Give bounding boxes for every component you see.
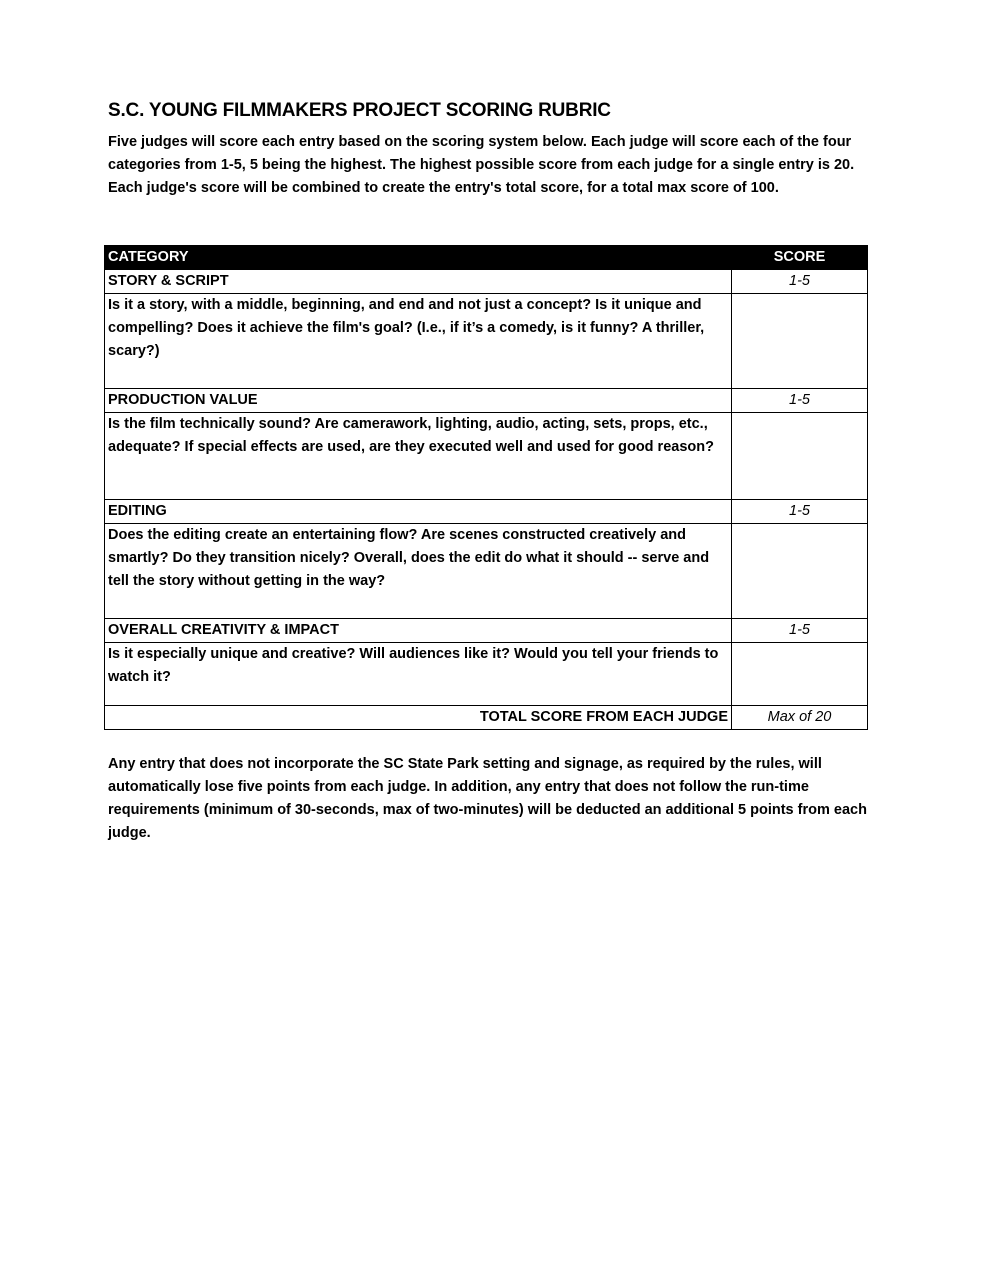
criteria-text: Does the editing create an entertaining flow? Are scenes constructed creatively and smartly? Do they transition nicely? Overall, does the edit do what it should -- serve and tell the story without getting in the way?	[105, 524, 732, 619]
category-column-header: CATEGORY	[105, 246, 732, 270]
score-entry-cell[interactable]	[732, 294, 868, 389]
score-entry-cell[interactable]	[732, 524, 868, 619]
score-range: 1-5	[732, 500, 868, 524]
total-score-label: TOTAL SCORE FROM EACH JUDGE	[105, 706, 732, 730]
score-entry-cell[interactable]	[732, 643, 868, 706]
score-range: 1-5	[732, 389, 868, 413]
penalty-note: Any entry that does not incorporate the SC State Park setting and signage, as required by the rules, will automatically lose five points from each judge. In addition, any entry that does not follow the run-time requirements (minimum of 30-seconds, max of two-minutes) will be deducted an additional 5 points from each judge.	[108, 756, 867, 841]
category-row-overall-creativity	[105, 619, 868, 643]
criteria-row-editing	[105, 524, 868, 619]
criteria-text: Is it a story, with a middle, beginning, and end and not just a concept? Is it unique and compelling? Does it achieve the film's goal? (I.e., if it’s a comedy, is it funny? A thriller, scary?)	[105, 294, 732, 389]
score-column-header: SCORE	[732, 246, 868, 270]
page-title: S.C. YOUNG FILMMAKERS PROJECT SCORING RUBRIC	[108, 100, 611, 121]
category-name: EDITING	[105, 500, 732, 524]
criteria-text: Is it especially unique and creative? Will audiences like it? Would you tell your friends to watch it?	[105, 643, 732, 706]
category-row-production-value	[105, 389, 868, 413]
score-range: 1-5	[732, 270, 868, 294]
criteria-row-story-script	[105, 294, 868, 389]
category-name: PRODUCTION VALUE	[105, 389, 732, 413]
table-header-row	[105, 246, 868, 270]
category-name: OVERALL CREATIVITY & IMPACT	[105, 619, 732, 643]
criteria-row-production-value	[105, 413, 868, 500]
score-range: 1-5	[732, 619, 868, 643]
intro-paragraph: Five judges will score each entry based on the scoring system below. Each judge will score each of the four categories from 1-5, 5 being the highest. The highest possible score from each judge for a single entry is 20. Each judge's score will be combined to create the entry's total score, for a total max score of 100.	[108, 134, 855, 196]
score-entry-cell[interactable]	[732, 413, 868, 500]
criteria-row-overall-creativity	[105, 643, 868, 706]
scoring-rubric-table	[104, 245, 868, 730]
category-name: STORY & SCRIPT	[105, 270, 732, 294]
total-score-max[interactable]: Max of 20	[732, 706, 868, 730]
total-score-row	[105, 706, 868, 730]
criteria-text: Is the film technically sound? Are camerawork, lighting, audio, acting, sets, props, etc., adequate? If special effects are used, are they executed well and used for good reason?	[105, 413, 732, 500]
category-row-editing	[105, 500, 868, 524]
category-row-story-script	[105, 270, 868, 294]
